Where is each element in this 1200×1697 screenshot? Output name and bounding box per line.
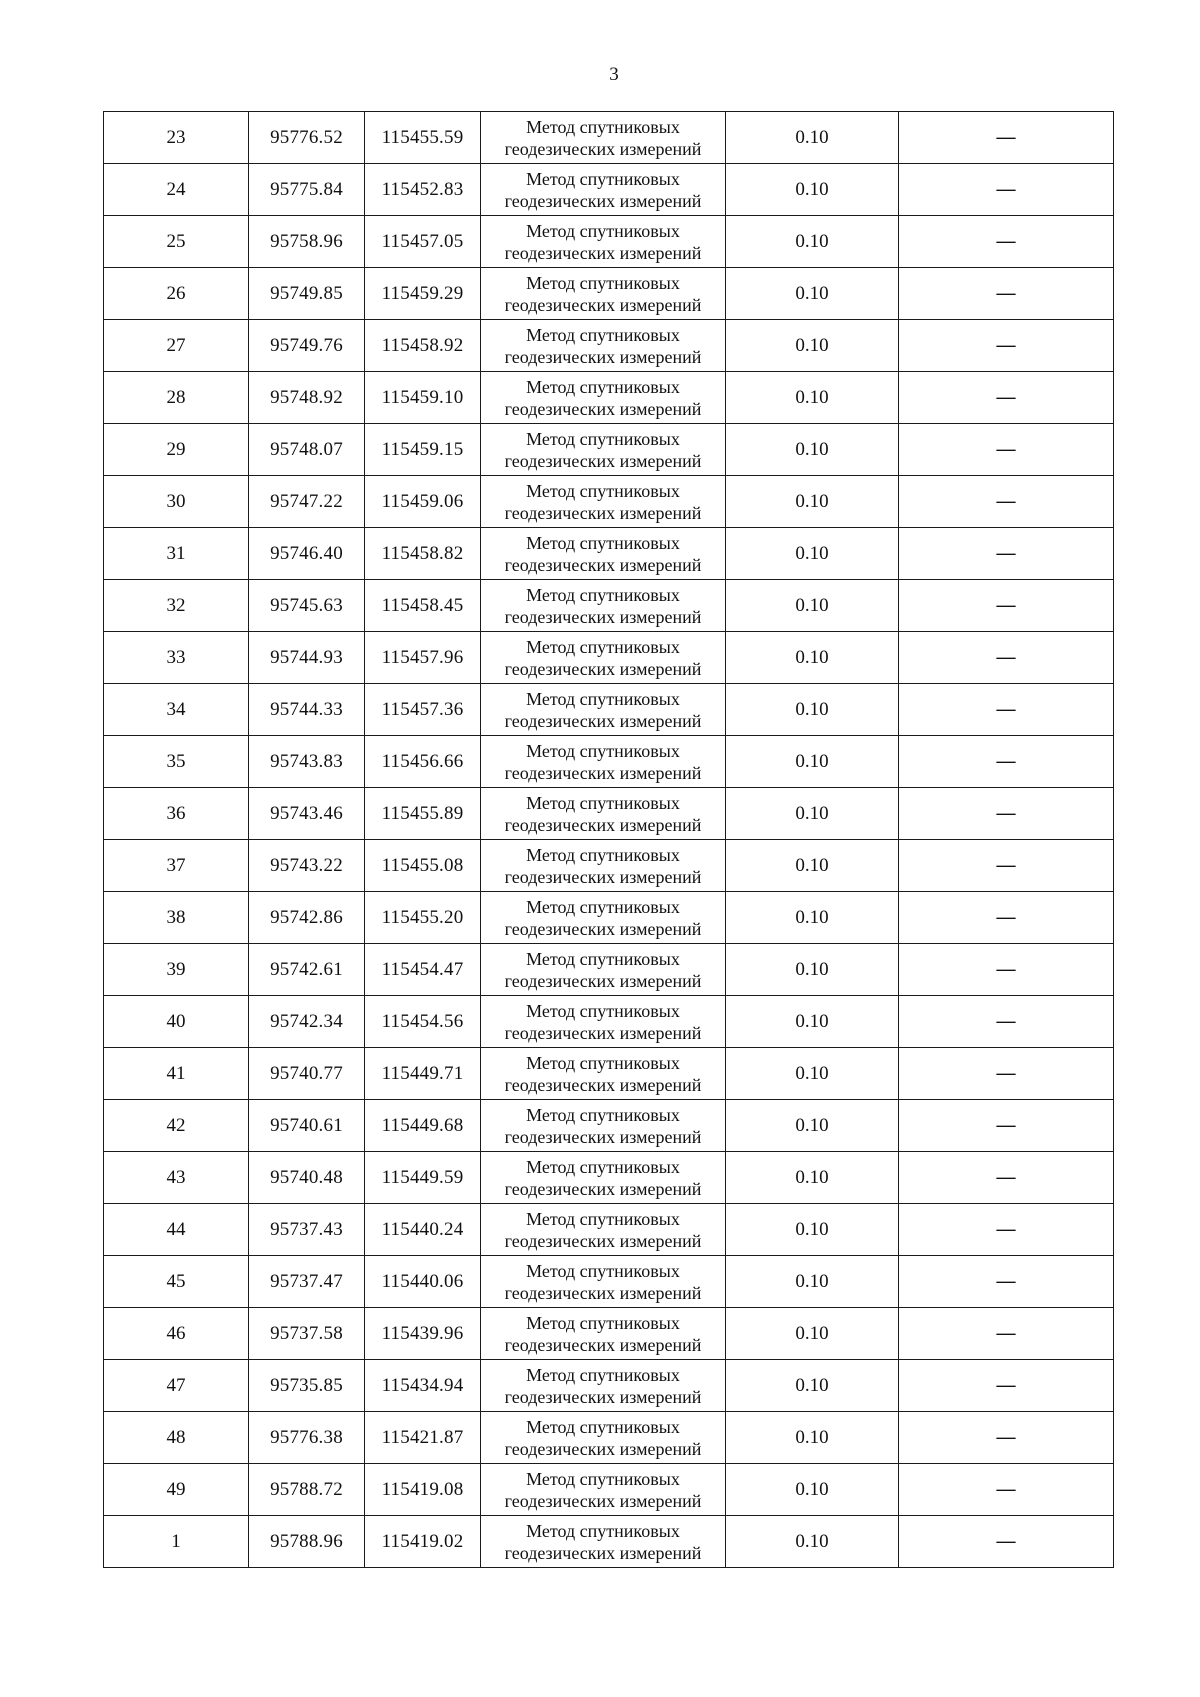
- method-cell: Метод спутниковых геодезических измерений: [481, 736, 726, 788]
- description-cell: —: [899, 1100, 1114, 1152]
- point-number-cell: 47: [104, 1360, 249, 1412]
- y-coordinate-cell: 115459.15: [365, 424, 481, 476]
- table-row: [104, 1100, 1114, 1152]
- y-coordinate-cell: 115459.06: [365, 476, 481, 528]
- description-cell: —: [899, 944, 1114, 996]
- method-cell: Метод спутниковых геодезических измерений: [481, 944, 726, 996]
- table-row: [104, 892, 1114, 944]
- accuracy-cell: 0.10: [726, 1048, 899, 1100]
- y-coordinate-cell: 115421.87: [365, 1412, 481, 1464]
- table-row: [104, 476, 1114, 528]
- accuracy-cell: 0.10: [726, 1412, 899, 1464]
- table-row: [104, 944, 1114, 996]
- description-cell: —: [899, 1360, 1114, 1412]
- y-coordinate-cell: 115419.08: [365, 1464, 481, 1516]
- description-cell: —: [899, 1412, 1114, 1464]
- accuracy-cell: 0.10: [726, 1464, 899, 1516]
- point-number-cell: 33: [104, 632, 249, 684]
- description-cell: —: [899, 996, 1114, 1048]
- description-cell: —: [899, 112, 1114, 164]
- point-number-cell: 46: [104, 1308, 249, 1360]
- description-cell: —: [899, 840, 1114, 892]
- point-number-cell: 23: [104, 112, 249, 164]
- y-coordinate-cell: 115449.68: [365, 1100, 481, 1152]
- y-coordinate-cell: 115449.59: [365, 1152, 481, 1204]
- y-coordinate-cell: 115419.02: [365, 1516, 481, 1568]
- point-number-cell: 42: [104, 1100, 249, 1152]
- table-row: [104, 1308, 1114, 1360]
- y-coordinate-cell: 115455.08: [365, 840, 481, 892]
- accuracy-cell: 0.10: [726, 684, 899, 736]
- method-cell: Метод спутниковых геодезических измерений: [481, 1308, 726, 1360]
- description-cell: —: [899, 320, 1114, 372]
- table-row: [104, 580, 1114, 632]
- table-row: [104, 372, 1114, 424]
- description-cell: —: [899, 736, 1114, 788]
- point-number-cell: 32: [104, 580, 249, 632]
- method-cell: Метод спутниковых геодезических измерений: [481, 1100, 726, 1152]
- accuracy-cell: 0.10: [726, 1100, 899, 1152]
- table-row: [104, 736, 1114, 788]
- accuracy-cell: 0.10: [726, 944, 899, 996]
- y-coordinate-cell: 115458.92: [365, 320, 481, 372]
- method-cell: Метод спутниковых геодезических измерений: [481, 840, 726, 892]
- description-cell: —: [899, 216, 1114, 268]
- table-row: [104, 1204, 1114, 1256]
- point-number-cell: 31: [104, 528, 249, 580]
- description-cell: —: [899, 1516, 1114, 1568]
- x-coordinate-cell: 95748.92: [249, 372, 365, 424]
- method-cell: Метод спутниковых геодезических измерений: [481, 424, 726, 476]
- y-coordinate-cell: 115452.83: [365, 164, 481, 216]
- x-coordinate-cell: 95747.22: [249, 476, 365, 528]
- accuracy-cell: 0.10: [726, 632, 899, 684]
- y-coordinate-cell: 115454.47: [365, 944, 481, 996]
- point-number-cell: 45: [104, 1256, 249, 1308]
- description-cell: —: [899, 632, 1114, 684]
- point-number-cell: 44: [104, 1204, 249, 1256]
- point-number-cell: 28: [104, 372, 249, 424]
- point-number-cell: 1: [104, 1516, 249, 1568]
- x-coordinate-cell: 95737.47: [249, 1256, 365, 1308]
- x-coordinate-cell: 95758.96: [249, 216, 365, 268]
- point-number-cell: 41: [104, 1048, 249, 1100]
- method-cell: Метод спутниковых геодезических измерений: [481, 1516, 726, 1568]
- x-coordinate-cell: 95743.22: [249, 840, 365, 892]
- point-number-cell: 25: [104, 216, 249, 268]
- description-cell: —: [899, 1204, 1114, 1256]
- accuracy-cell: 0.10: [726, 996, 899, 1048]
- coordinates-table-body: [104, 112, 1114, 1568]
- accuracy-cell: 0.10: [726, 892, 899, 944]
- table-row: [104, 1412, 1114, 1464]
- accuracy-cell: 0.10: [726, 1256, 899, 1308]
- table-row: [104, 528, 1114, 580]
- method-cell: Метод спутниковых геодезических измерений: [481, 1204, 726, 1256]
- description-cell: —: [899, 424, 1114, 476]
- method-cell: Метод спутниковых геодезических измерений: [481, 268, 726, 320]
- y-coordinate-cell: 115457.36: [365, 684, 481, 736]
- y-coordinate-cell: 115455.89: [365, 788, 481, 840]
- table-row: [104, 112, 1114, 164]
- method-cell: Метод спутниковых геодезических измерений: [481, 996, 726, 1048]
- point-number-cell: 37: [104, 840, 249, 892]
- y-coordinate-cell: 115440.24: [365, 1204, 481, 1256]
- point-number-cell: 48: [104, 1412, 249, 1464]
- x-coordinate-cell: 95744.33: [249, 684, 365, 736]
- description-cell: —: [899, 528, 1114, 580]
- method-cell: Метод спутниковых геодезических измерений: [481, 580, 726, 632]
- y-coordinate-cell: 115458.82: [365, 528, 481, 580]
- table-row: [104, 996, 1114, 1048]
- y-coordinate-cell: 115439.96: [365, 1308, 481, 1360]
- table-row: [104, 1152, 1114, 1204]
- table-row: [104, 216, 1114, 268]
- coordinates-table: [103, 111, 1114, 1568]
- method-cell: Метод спутниковых геодезических измерений: [481, 684, 726, 736]
- x-coordinate-cell: 95744.93: [249, 632, 365, 684]
- x-coordinate-cell: 95735.85: [249, 1360, 365, 1412]
- method-cell: Метод спутниковых геодезических измерений: [481, 1360, 726, 1412]
- table-row: [104, 840, 1114, 892]
- table-row: [104, 424, 1114, 476]
- point-number-cell: 38: [104, 892, 249, 944]
- x-coordinate-cell: 95749.85: [249, 268, 365, 320]
- method-cell: Метод спутниковых геодезических измерений: [481, 528, 726, 580]
- table-row: [104, 788, 1114, 840]
- table-row: [104, 1464, 1114, 1516]
- accuracy-cell: 0.10: [726, 1360, 899, 1412]
- description-cell: —: [899, 580, 1114, 632]
- accuracy-cell: 0.10: [726, 112, 899, 164]
- description-cell: —: [899, 1256, 1114, 1308]
- accuracy-cell: 0.10: [726, 216, 899, 268]
- point-number-cell: 26: [104, 268, 249, 320]
- description-cell: —: [899, 1048, 1114, 1100]
- point-number-cell: 34: [104, 684, 249, 736]
- method-cell: Метод спутниковых геодезических измерений: [481, 112, 726, 164]
- description-cell: —: [899, 1308, 1114, 1360]
- method-cell: Метод спутниковых геодезических измерений: [481, 1048, 726, 1100]
- table-row: [104, 1360, 1114, 1412]
- table-row: [104, 1516, 1114, 1568]
- description-cell: —: [899, 476, 1114, 528]
- method-cell: Метод спутниковых геодезических измерений: [481, 892, 726, 944]
- x-coordinate-cell: 95745.63: [249, 580, 365, 632]
- accuracy-cell: 0.10: [726, 268, 899, 320]
- method-cell: Метод спутниковых геодезических измерений: [481, 320, 726, 372]
- x-coordinate-cell: 95737.58: [249, 1308, 365, 1360]
- method-cell: Метод спутниковых геодезических измерений: [481, 216, 726, 268]
- accuracy-cell: 0.10: [726, 476, 899, 528]
- method-cell: Метод спутниковых геодезических измерений: [481, 1412, 726, 1464]
- x-coordinate-cell: 95749.76: [249, 320, 365, 372]
- x-coordinate-cell: 95740.61: [249, 1100, 365, 1152]
- y-coordinate-cell: 115449.71: [365, 1048, 481, 1100]
- accuracy-cell: 0.10: [726, 736, 899, 788]
- x-coordinate-cell: 95737.43: [249, 1204, 365, 1256]
- description-cell: —: [899, 684, 1114, 736]
- y-coordinate-cell: 115456.66: [365, 736, 481, 788]
- page-number: 3: [609, 64, 619, 85]
- table-row: [104, 320, 1114, 372]
- accuracy-cell: 0.10: [726, 840, 899, 892]
- accuracy-cell: 0.10: [726, 1308, 899, 1360]
- table-row: [104, 632, 1114, 684]
- accuracy-cell: 0.10: [726, 320, 899, 372]
- method-cell: Метод спутниковых геодезических измерений: [481, 372, 726, 424]
- x-coordinate-cell: 95743.46: [249, 788, 365, 840]
- y-coordinate-cell: 115440.06: [365, 1256, 481, 1308]
- y-coordinate-cell: 115454.56: [365, 996, 481, 1048]
- x-coordinate-cell: 95748.07: [249, 424, 365, 476]
- y-coordinate-cell: 115457.96: [365, 632, 481, 684]
- point-number-cell: 29: [104, 424, 249, 476]
- x-coordinate-cell: 95742.86: [249, 892, 365, 944]
- method-cell: Метод спутниковых геодезических измерений: [481, 1152, 726, 1204]
- point-number-cell: 27: [104, 320, 249, 372]
- x-coordinate-cell: 95776.52: [249, 112, 365, 164]
- table-row: [104, 164, 1114, 216]
- point-number-cell: 36: [104, 788, 249, 840]
- point-number-cell: 39: [104, 944, 249, 996]
- table-row: [104, 1256, 1114, 1308]
- y-coordinate-cell: 115459.10: [365, 372, 481, 424]
- accuracy-cell: 0.10: [726, 372, 899, 424]
- point-number-cell: 35: [104, 736, 249, 788]
- method-cell: Метод спутниковых геодезических измерений: [481, 788, 726, 840]
- x-coordinate-cell: 95775.84: [249, 164, 365, 216]
- x-coordinate-cell: 95740.77: [249, 1048, 365, 1100]
- method-cell: Метод спутниковых геодезических измерений: [481, 476, 726, 528]
- y-coordinate-cell: 115455.59: [365, 112, 481, 164]
- x-coordinate-cell: 95742.61: [249, 944, 365, 996]
- y-coordinate-cell: 115459.29: [365, 268, 481, 320]
- x-coordinate-cell: 95776.38: [249, 1412, 365, 1464]
- x-coordinate-cell: 95788.72: [249, 1464, 365, 1516]
- accuracy-cell: 0.10: [726, 1152, 899, 1204]
- description-cell: —: [899, 788, 1114, 840]
- accuracy-cell: 0.10: [726, 164, 899, 216]
- y-coordinate-cell: 115455.20: [365, 892, 481, 944]
- method-cell: Метод спутниковых геодезических измерений: [481, 1256, 726, 1308]
- y-coordinate-cell: 115458.45: [365, 580, 481, 632]
- accuracy-cell: 0.10: [726, 424, 899, 476]
- x-coordinate-cell: 95742.34: [249, 996, 365, 1048]
- x-coordinate-cell: 95746.40: [249, 528, 365, 580]
- accuracy-cell: 0.10: [726, 1516, 899, 1568]
- description-cell: —: [899, 372, 1114, 424]
- method-cell: Метод спутниковых геодезических измерений: [481, 164, 726, 216]
- description-cell: —: [899, 892, 1114, 944]
- y-coordinate-cell: 115457.05: [365, 216, 481, 268]
- point-number-cell: 24: [104, 164, 249, 216]
- x-coordinate-cell: 95743.83: [249, 736, 365, 788]
- description-cell: —: [899, 164, 1114, 216]
- x-coordinate-cell: 95740.48: [249, 1152, 365, 1204]
- table-row: [104, 268, 1114, 320]
- description-cell: —: [899, 268, 1114, 320]
- table-row: [104, 1048, 1114, 1100]
- y-coordinate-cell: 115434.94: [365, 1360, 481, 1412]
- description-cell: —: [899, 1464, 1114, 1516]
- accuracy-cell: 0.10: [726, 580, 899, 632]
- method-cell: Метод спутниковых геодезических измерений: [481, 632, 726, 684]
- x-coordinate-cell: 95788.96: [249, 1516, 365, 1568]
- table-row: [104, 684, 1114, 736]
- method-cell: Метод спутниковых геодезических измерений: [481, 1464, 726, 1516]
- description-cell: —: [899, 1152, 1114, 1204]
- accuracy-cell: 0.10: [726, 528, 899, 580]
- point-number-cell: 30: [104, 476, 249, 528]
- accuracy-cell: 0.10: [726, 788, 899, 840]
- point-number-cell: 49: [104, 1464, 249, 1516]
- accuracy-cell: 0.10: [726, 1204, 899, 1256]
- point-number-cell: 43: [104, 1152, 249, 1204]
- point-number-cell: 40: [104, 996, 249, 1048]
